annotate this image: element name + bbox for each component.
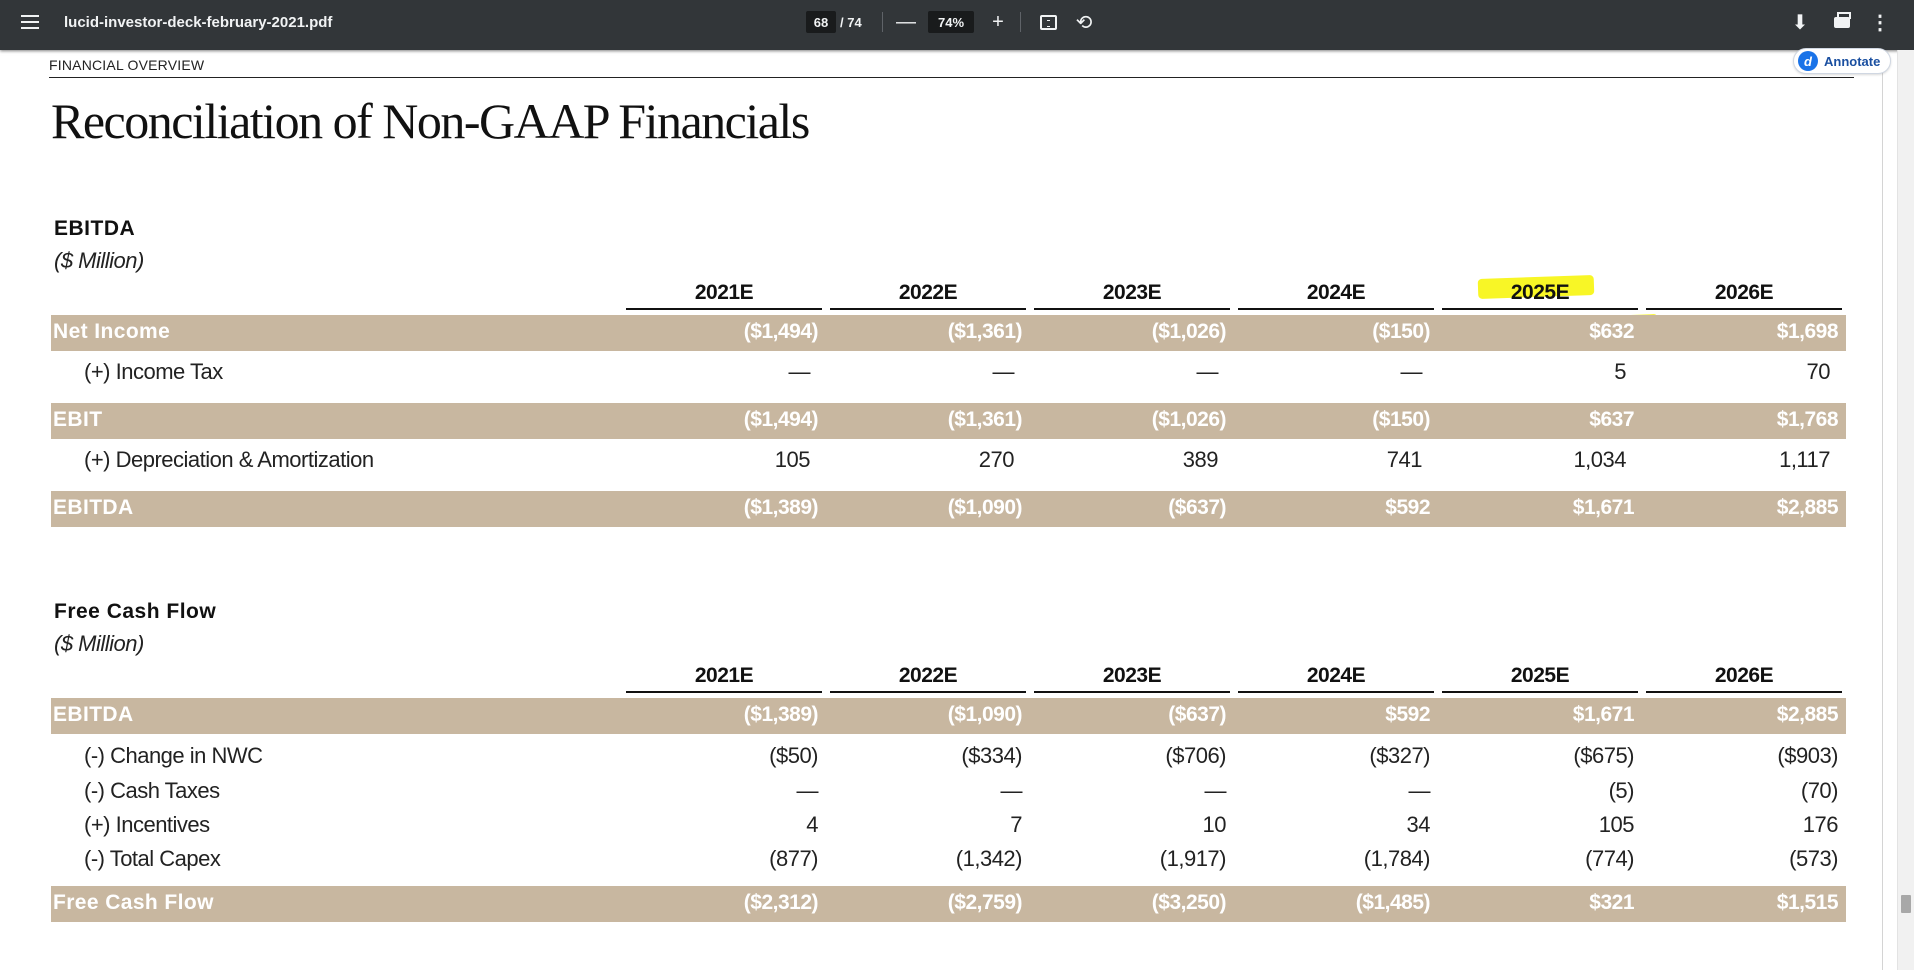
- table-cell: —: [1204, 778, 1226, 803]
- table-row: [51, 491, 1846, 527]
- table-cell: (877): [769, 846, 818, 871]
- table-cell: ($50): [769, 743, 818, 768]
- table-cell: ($2,312): [743, 891, 818, 914]
- ebitda-table-title: EBITDA: [54, 217, 136, 240]
- table-cell: $2,885: [1776, 703, 1838, 726]
- row-label: EBITDA: [53, 496, 134, 519]
- table-cell: 70: [1806, 359, 1830, 384]
- table-cell: ($1,090): [947, 496, 1022, 519]
- scrollbar-thumb[interactable]: [1901, 895, 1911, 913]
- table-row: [51, 886, 1846, 922]
- row-label: (-) Total Capex: [84, 846, 221, 871]
- year-header: 2026E: [1646, 276, 1842, 310]
- page-number-input[interactable]: 68: [806, 11, 836, 33]
- table-cell: ($706): [1165, 743, 1226, 768]
- table-cell: (1,917): [1159, 846, 1226, 871]
- fcf-table-title: Free Cash Flow: [54, 600, 217, 623]
- table-cell: (5): [1608, 778, 1634, 803]
- vertical-scrollbar[interactable]: [1897, 50, 1914, 970]
- row-label: EBITDA: [53, 703, 134, 726]
- table-cell: —: [788, 359, 810, 384]
- table-cell: $592: [1385, 703, 1430, 726]
- table-cell: $1,515: [1776, 891, 1838, 914]
- row-label: (-) Cash Taxes: [84, 778, 220, 803]
- table-cell: ($637): [1168, 496, 1226, 519]
- table-cell: (1,784): [1363, 846, 1430, 871]
- table-cell: ($150): [1372, 408, 1430, 431]
- ebitda-table-unit: ($ Million): [54, 248, 144, 273]
- pdf-viewer-toolbar: [0, 0, 1914, 50]
- table-cell: 741: [1386, 447, 1422, 472]
- table-cell: —: [796, 778, 818, 803]
- table-cell: ($1,026): [1151, 408, 1226, 431]
- table-row: [51, 773, 1846, 809]
- fcf-table-unit: ($ Million): [54, 631, 144, 656]
- table-cell: (1,342): [955, 846, 1022, 871]
- table-cell: $1,671: [1572, 703, 1634, 726]
- fit-to-page-icon[interactable]: [1032, 0, 1064, 44]
- zoom-out-button[interactable]: —: [896, 10, 916, 33]
- table-cell: $637: [1589, 408, 1634, 431]
- table-cell: $2,885: [1776, 496, 1838, 519]
- table-cell: ($1,090): [947, 703, 1022, 726]
- year-header: 2024E: [1238, 276, 1434, 310]
- table-cell: ($1,389): [743, 496, 818, 519]
- toolbar-divider: [1020, 12, 1021, 32]
- table-row: [51, 315, 1846, 351]
- table-cell: 176: [1802, 812, 1838, 837]
- table-cell: ($150): [1372, 320, 1430, 343]
- table-cell: $632: [1589, 320, 1634, 343]
- download-icon[interactable]: ⬇: [1791, 11, 1809, 34]
- table-cell: ($1,494): [743, 320, 818, 343]
- year-header: 2025E: [1442, 276, 1638, 310]
- table-cell: ($675): [1573, 743, 1634, 768]
- table-cell: ($1,389): [743, 703, 818, 726]
- table-cell: ($1,361): [947, 408, 1022, 431]
- table-cell: 10: [1202, 812, 1226, 837]
- table-cell: ($903): [1777, 743, 1838, 768]
- year-header: 2023E: [1034, 659, 1230, 693]
- table-row: [51, 841, 1846, 877]
- table-cell: ($1,026): [1151, 320, 1226, 343]
- table-cell: 1,117: [1779, 447, 1830, 472]
- table-cell: —: [1196, 359, 1218, 384]
- table-cell: $1,671: [1572, 496, 1634, 519]
- table-cell: (774): [1585, 846, 1634, 871]
- table-row: [51, 738, 1846, 774]
- row-label: (+) Income Tax: [84, 359, 223, 384]
- table-cell: $592: [1385, 496, 1430, 519]
- table-cell: (573): [1789, 846, 1838, 871]
- header-rule: [49, 77, 1854, 78]
- toolbar-divider: [882, 12, 883, 32]
- table-cell: ($334): [961, 743, 1022, 768]
- table-cell: $1,768: [1776, 408, 1838, 431]
- table-row: [51, 403, 1846, 439]
- annotate-button[interactable]: [1793, 48, 1891, 74]
- table-row: [51, 354, 1846, 390]
- year-header: 2021E: [626, 659, 822, 693]
- table-cell: 389: [1182, 447, 1218, 472]
- table-cell: $321: [1589, 891, 1634, 914]
- page-total: / 74: [840, 14, 862, 30]
- table-cell: $1,698: [1776, 320, 1838, 343]
- year-header: 2022E: [830, 659, 1026, 693]
- table-cell: —: [1400, 359, 1422, 384]
- year-header: 2024E: [1238, 659, 1434, 693]
- row-label: (-) Change in NWC: [84, 743, 263, 768]
- row-label: EBIT: [53, 408, 103, 431]
- table-cell: 1,034: [1573, 447, 1626, 472]
- table-cell: 7: [1010, 812, 1022, 837]
- table-row: [51, 698, 1846, 734]
- table-cell: —: [1000, 778, 1022, 803]
- table-cell: 105: [774, 447, 810, 472]
- table-cell: 34: [1406, 812, 1430, 837]
- print-icon[interactable]: [1826, 0, 1858, 44]
- document-file-name: lucid-investor-deck-february-2021.pdf: [64, 13, 333, 31]
- table-cell: ($2,759): [947, 891, 1022, 914]
- table-cell: 105: [1598, 812, 1634, 837]
- year-header: 2022E: [830, 276, 1026, 310]
- year-header: 2025E: [1442, 659, 1638, 693]
- page-edge: [1882, 50, 1883, 970]
- year-header: 2023E: [1034, 276, 1230, 310]
- zoom-level-input[interactable]: 74%: [928, 11, 974, 33]
- menu-icon[interactable]: [12, 0, 48, 44]
- table-cell: ($1,494): [743, 408, 818, 431]
- table-cell: ($3,250): [1151, 891, 1226, 914]
- table-cell: ($1,485): [1355, 891, 1430, 914]
- table-cell: 5: [1614, 359, 1626, 384]
- annotate-icon: d: [1798, 51, 1818, 71]
- row-label: Net Income: [53, 320, 171, 343]
- year-header: 2021E: [626, 276, 822, 310]
- row-label: (+) Incentives: [84, 812, 210, 837]
- table-cell: ($327): [1369, 743, 1430, 768]
- page-title: Reconciliation of Non-GAAP Financials: [51, 93, 809, 149]
- more-options-icon[interactable]: ⋮: [1870, 11, 1890, 34]
- table-row: [51, 807, 1846, 843]
- table-cell: 270: [978, 447, 1014, 472]
- year-header: 2026E: [1646, 659, 1842, 693]
- table-row: [51, 442, 1846, 478]
- rotate-icon[interactable]: ⟲: [1075, 11, 1093, 34]
- annotate-label: Annotate: [1824, 53, 1881, 69]
- table-cell: (70): [1800, 778, 1838, 803]
- zoom-in-button[interactable]: +: [992, 10, 1004, 33]
- row-label: Free Cash Flow: [53, 891, 214, 914]
- row-label: (+) Depreciation & Amortization: [84, 447, 374, 472]
- table-cell: ($637): [1168, 703, 1226, 726]
- table-cell: —: [1408, 778, 1430, 803]
- table-cell: ($1,361): [947, 320, 1022, 343]
- table-cell: —: [992, 359, 1014, 384]
- section-label: FINANCIAL OVERVIEW: [49, 57, 205, 73]
- table-cell: 4: [806, 812, 818, 837]
